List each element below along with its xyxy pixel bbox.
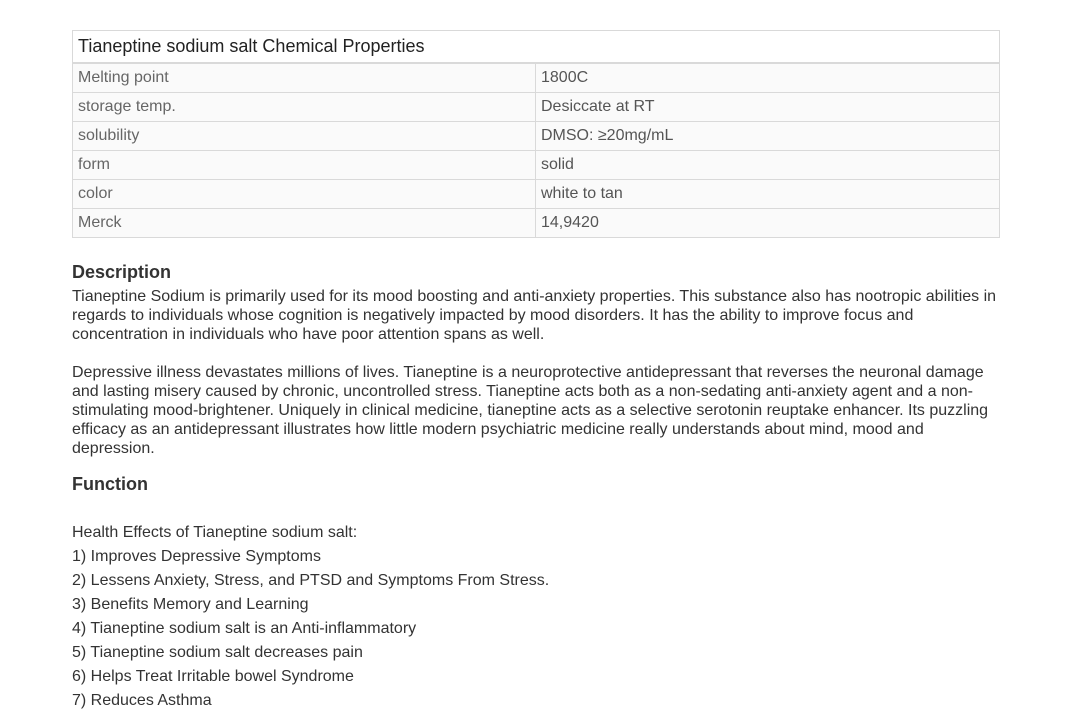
table-row <box>73 209 1000 238</box>
property-value: 14,9420 <box>536 209 1000 238</box>
property-name: color <box>73 180 536 209</box>
table-title-row <box>73 31 1000 64</box>
table-row <box>73 151 1000 180</box>
function-heading: Function <box>72 474 148 494</box>
description-heading: Description <box>72 262 172 282</box>
property-name: Melting point <box>73 63 536 93</box>
property-value: white to tan <box>536 180 1000 209</box>
table-row <box>73 63 1000 93</box>
list-item: Health Effects of Tianeptine sodium salt: <box>72 524 358 541</box>
function-list <box>72 521 549 713</box>
table-row <box>73 180 1000 209</box>
list-item: 3) Benefits Memory and Learning <box>72 596 309 613</box>
list-item: 5) Tianeptine sodium salt decreases pain <box>72 644 363 661</box>
list-item: 4) Tianeptine sodium salt is an Anti-inflammatory <box>72 620 417 637</box>
chemical-properties-table <box>72 30 1000 238</box>
property-value: 1800C <box>536 63 1000 93</box>
property-value: solid <box>536 151 1000 180</box>
description-paragraph: Depressive illness devastates millions of lives. Tianeptine is a neuroprotective antidepressant that reverses the neuronal damage and lasting misery caused by chronic, uncontrolled stress. Tianeptine acts both as a non-sedating anti-anxiety agent and a non-stimulating mood-brightener. Uniquely in clinical medicine, tianeptine acts as a selective serotonin reuptake enhancer. Its puzzling efficacy as an antidepressant illustrates how little modern psychiatric medicine really understands about mind, mood and depression. <box>72 364 989 457</box>
list-item: 2) Lessens Anxiety, Stress, and PTSD and Symptoms From Stress. <box>72 572 550 589</box>
table-row <box>73 122 1000 151</box>
content-area <box>72 30 1000 709</box>
property-name: Merck <box>73 209 536 238</box>
list-item: 6) Helps Treat Irritable bowel Syndrome <box>72 668 354 685</box>
description-paragraph: Tianeptine Sodium is primarily used for its mood boosting and anti-anxiety properties. This substance also has nootropic abilities in regards to individuals whose cognition is negatively impacted by mood disorders. It has the ability to improve focus and concentration in individuals who have poor attention spans as well. <box>72 288 997 343</box>
property-value: DMSO: ≥20mg/mL <box>536 122 1000 151</box>
property-name: solubility <box>73 122 536 151</box>
list-item: 7) Reduces Asthma <box>72 692 212 709</box>
property-value: Desiccate at RT <box>536 93 1000 122</box>
property-name: form <box>73 151 536 180</box>
list-item: 1) Improves Depressive Symptoms <box>72 548 321 565</box>
table-row <box>73 93 1000 122</box>
table-title: Tianeptine sodium salt Chemical Properties <box>73 31 1000 64</box>
property-name: storage temp. <box>73 93 536 122</box>
